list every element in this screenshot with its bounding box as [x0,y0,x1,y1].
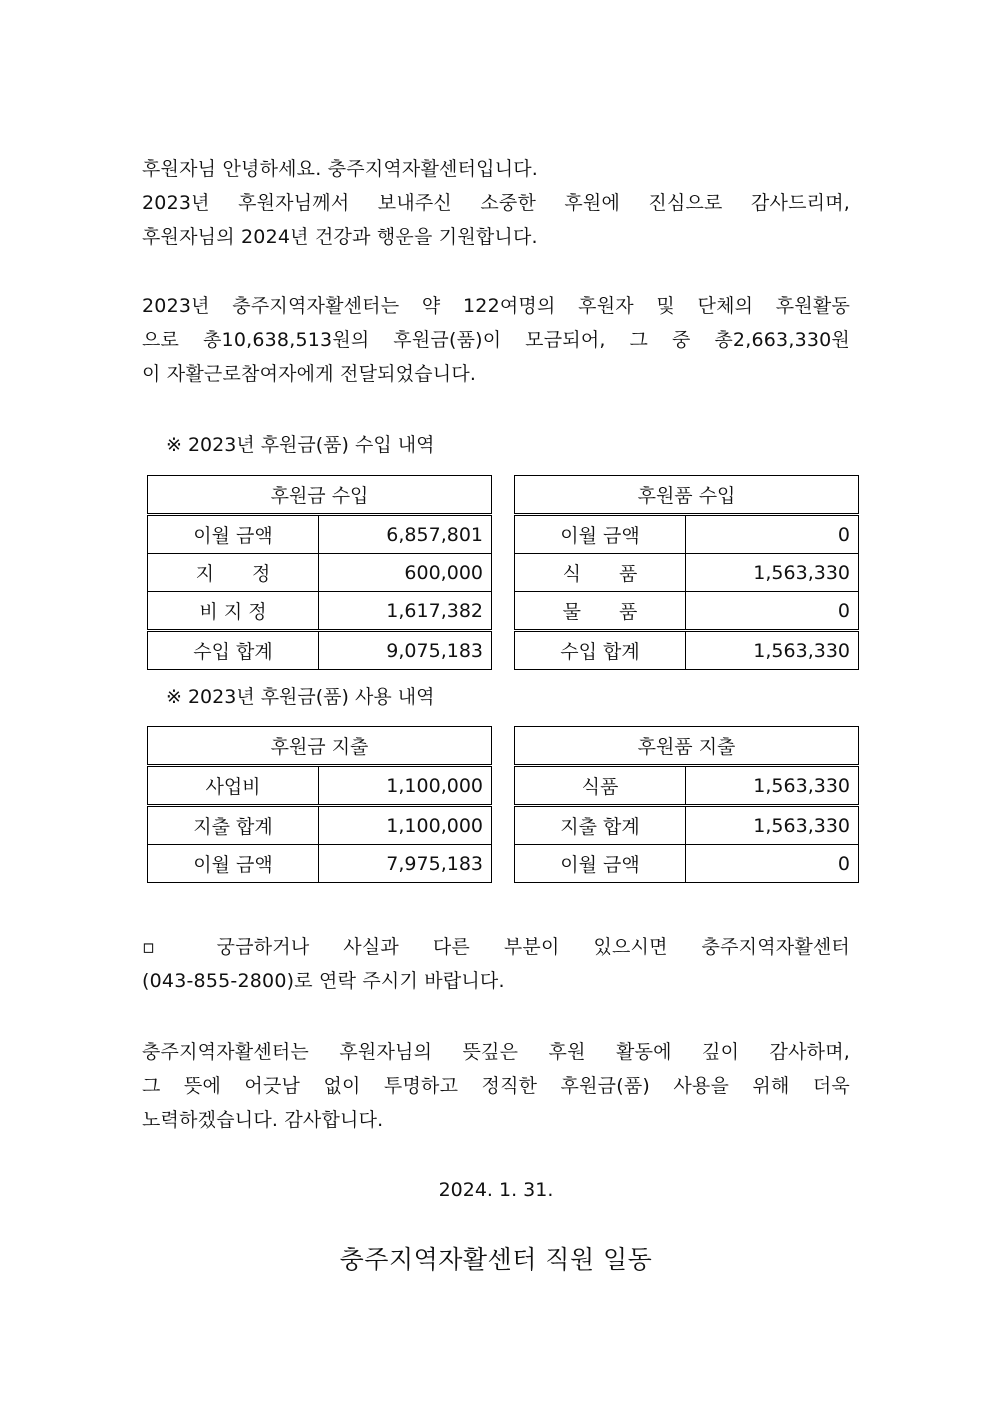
total-value: 1,563,330 [686,631,859,670]
carry-label: 이월 금액 [515,845,686,883]
closing-line: 그 뜻에 어긋남 없이 투명하고 정직한 후원금(품) 사용을 위해 더욱 [142,1075,850,1097]
closing-line: 노력하겠습니다. 감사합니다. [142,1109,384,1131]
total-label: 수입 합계 [515,631,686,670]
contact-line: (043-855-2800)로 연락 주시기 바랍니다. [142,970,505,992]
row-label: 사업비 [148,766,319,806]
row-value: 0 [686,592,859,631]
table-title: 후원품 수입 [515,476,859,515]
carry-value: 0 [686,845,859,883]
expense-goods-table [514,726,859,883]
row-value: 1,563,330 [686,554,859,592]
expense-money-table [147,726,492,883]
greeting-line: 후원자님의 2024년 건강과 행운을 기원합니다. [142,226,538,248]
income-goods-table [514,475,859,670]
summary-line: 2023년 충주지역자활센터는 약 122여명의 후원자 및 단체의 후원활동 [142,295,850,317]
total-row [148,631,492,670]
row-value: 6,857,801 [319,515,492,554]
table-row [515,592,859,631]
summary-paragraph [142,289,850,391]
carry-row [515,845,859,883]
row-label: 이월 금액 [515,515,686,554]
greeting-line: 후원자님 안녕하세요. 충주지역자활센터입니다. [142,158,539,180]
income-heading: ※ 2023년 후원금(품) 수입 내역 [166,434,435,456]
table-row [148,592,492,631]
total-value: 1,100,000 [319,806,492,845]
closing-paragraph [142,1035,850,1137]
contact-paragraph [142,930,850,998]
total-value: 1,563,330 [686,806,859,845]
row-value: 600,000 [319,554,492,592]
summary-line: 으로 총10,638,513원의 후원금(품)이 모금되어, 그 중 총2,663,330원 [142,329,850,351]
table-row [515,515,859,554]
row-label: 식품 [515,766,686,806]
table-row [515,554,859,592]
row-value: 1,617,382 [319,592,492,631]
table-title: 후원금 수입 [148,476,492,515]
table-title: 후원금 지출 [148,727,492,766]
income-money-table [147,475,492,670]
total-value: 9,075,183 [319,631,492,670]
carry-row [148,845,492,883]
row-label: 이월 금액 [148,515,319,554]
row-label: 식 품 [515,554,686,592]
total-row [148,806,492,845]
contact-line: ▫ 궁금하거나 사실과 다른 부분이 있으시면 충주지역자활센터 [142,936,850,958]
greeting-paragraph [142,152,850,254]
table-title: 후원품 지출 [515,727,859,766]
row-value: 0 [686,515,859,554]
total-label: 지출 합계 [148,806,319,845]
closing-line: 충주지역자활센터는 후원자님의 뜻깊은 후원 활동에 깊이 감사하며, [142,1041,850,1063]
table-row [148,554,492,592]
carry-label: 이월 금액 [148,845,319,883]
carry-value: 7,975,183 [319,845,492,883]
total-row [515,806,859,845]
table-row [148,515,492,554]
table-row [515,766,859,806]
total-row [515,631,859,670]
row-label: 지 정 [148,554,319,592]
total-label: 지출 합계 [515,806,686,845]
row-label: 비 지 정 [148,592,319,631]
row-value: 1,100,000 [319,766,492,806]
signature: 충주지역자활센터 직원 일동 [339,1245,653,1274]
letter-date: 2024. 1. 31. [438,1179,554,1201]
greeting-line: 2023년 후원자님께서 보내주신 소중한 후원에 진심으로 감사드리며, [142,192,850,214]
summary-line: 이 자활근로참여자에게 전달되었습니다. [142,363,477,385]
row-label: 물 품 [515,592,686,631]
row-value: 1,563,330 [686,766,859,806]
total-label: 수입 합계 [148,631,319,670]
usage-heading: ※ 2023년 후원금(품) 사용 내역 [166,686,435,708]
table-row [148,766,492,806]
